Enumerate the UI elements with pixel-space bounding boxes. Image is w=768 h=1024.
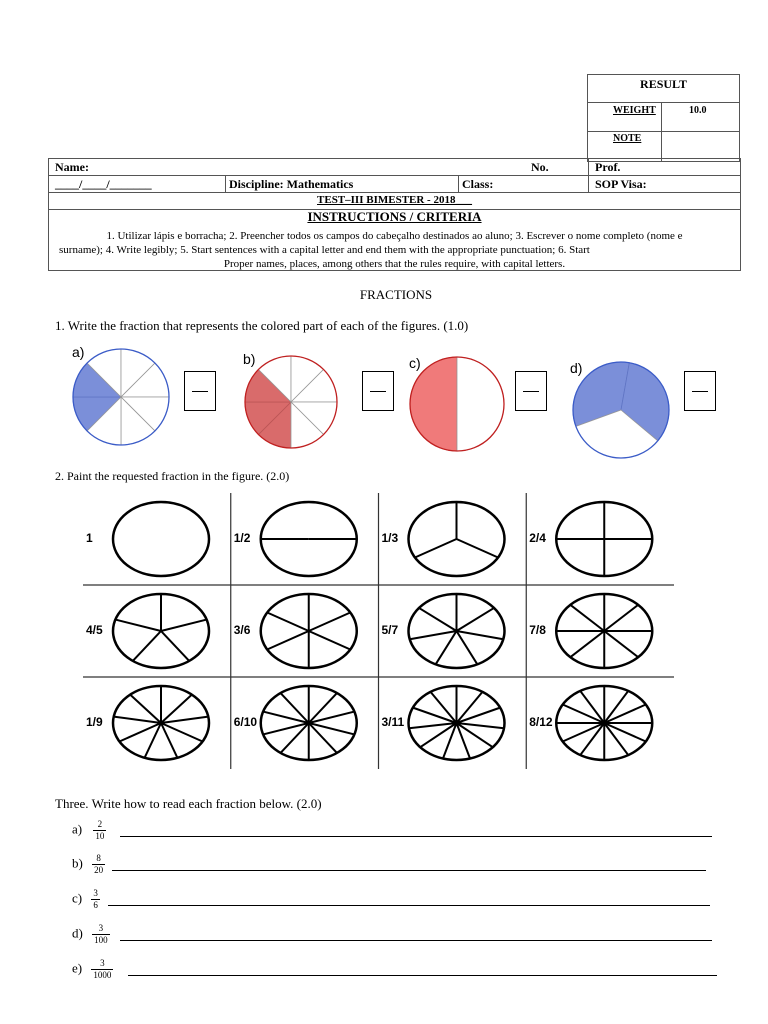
- paint-ellipse: [556, 502, 652, 576]
- section-title: FRACTIONS: [359, 287, 433, 302]
- result-box: [587, 74, 740, 162]
- divider: [588, 131, 739, 132]
- division-line: [309, 723, 355, 734]
- fraction-label: 6/10: [233, 715, 258, 729]
- pie-slice: [410, 357, 457, 451]
- division-line: [457, 631, 504, 639]
- division-line: [161, 631, 189, 661]
- pie-slice: [457, 357, 504, 451]
- paint-grid-svg: [83, 493, 674, 769]
- instructions-title: INSTRUCTIONS / CRITERIA: [307, 209, 482, 224]
- instructions-line-3: Proper names, places, among others that the rules require, with capital letters.: [223, 258, 566, 270]
- item-label: b): [72, 855, 83, 871]
- figure-c-label: c): [409, 355, 421, 371]
- instructions-line-2: surname); 4. Write legibly; 5. Start sentences with a capital letter and end them with the appropriate punctuation; 6. Start: [59, 244, 590, 256]
- fraction-label: 4/5: [86, 623, 103, 637]
- division-line: [570, 631, 604, 657]
- paint-ellipse: [113, 502, 209, 576]
- answer-box-d[interactable]: [684, 371, 716, 411]
- division-line: [419, 608, 457, 631]
- question-3-text: Three. Write how to read each fraction below. (2.0): [55, 796, 322, 811]
- division-line: [119, 723, 161, 742]
- paint-ellipse: [113, 686, 209, 760]
- division-line: [570, 605, 604, 631]
- weight-value: 10.0: [689, 105, 707, 116]
- division-line: [267, 631, 309, 650]
- fraction: $\frac{3}{6}$: [93, 888, 98, 910]
- division-line: [410, 631, 457, 639]
- item-label: c): [72, 890, 83, 906]
- fraction: $\frac{8}{20}$: [94, 853, 104, 875]
- ellipse-outline: [113, 502, 209, 576]
- division-line: [263, 712, 309, 723]
- fraction-label: 5/7: [381, 623, 399, 637]
- read-item-b: [72, 853, 105, 876]
- fraction-label: 1/9: [86, 715, 103, 729]
- answer-line-b[interactable]: [112, 870, 706, 871]
- division-line: [161, 620, 207, 631]
- paint-ellipse: [409, 686, 505, 760]
- question-1-text: 1. Write the fraction that represents the colored part of each of the figures. (1.0): [55, 318, 469, 333]
- fraction: $\frac{3}{100}$: [94, 923, 108, 945]
- paint-ellipse: [409, 502, 505, 576]
- q1-figures: [60, 340, 740, 460]
- division-line: [457, 539, 499, 558]
- answer-line-d[interactable]: [120, 940, 712, 941]
- division-line: [436, 631, 457, 664]
- read-item-a: [72, 819, 106, 842]
- test-title: TEST–III BIMESTER - 2018___: [317, 194, 472, 206]
- paint-ellipse: [556, 594, 652, 668]
- division-line: [457, 608, 495, 631]
- name-label: Name:: [55, 160, 89, 174]
- division-line: [604, 631, 638, 657]
- pie-figure-a: [73, 349, 169, 445]
- paint-ellipse: [113, 594, 209, 668]
- fraction-label: 1/2: [233, 531, 251, 545]
- division-line: [263, 723, 309, 734]
- division-line: [309, 613, 351, 632]
- divider: [588, 102, 739, 103]
- result-title: RESULT: [640, 77, 687, 91]
- division-line: [457, 631, 478, 664]
- sop-label: SOP Visa:: [595, 177, 647, 191]
- weight-label: WEIGHT: [613, 105, 656, 116]
- no-label: No.: [531, 160, 549, 174]
- discipline-label: Discipline: Mathematics: [229, 177, 354, 191]
- paint-ellipse: [261, 686, 357, 760]
- paint-ellipse: [261, 502, 357, 576]
- paint-ellipse: [409, 594, 505, 668]
- figure-d-label: d): [570, 360, 583, 376]
- answer-box-b[interactable]: [362, 371, 394, 411]
- paint-ellipse: [556, 686, 652, 760]
- date-label: ____/____/_______: [55, 177, 152, 191]
- figure-a-label: a): [72, 344, 85, 360]
- pie-figure-d: [573, 362, 669, 458]
- question-2-text: 2. Paint the requested fraction in the figure. (2.0): [55, 469, 290, 483]
- division-line: [604, 605, 638, 631]
- fraction-label: 1: [86, 531, 93, 545]
- paint-ellipse: [261, 594, 357, 668]
- fraction-label: 2/4: [529, 531, 546, 545]
- note-field[interactable]: [666, 135, 734, 157]
- answer-box-a[interactable]: [184, 371, 216, 411]
- pie-figure-c: [410, 357, 504, 451]
- item-label: a): [72, 821, 83, 837]
- divider: [661, 102, 662, 161]
- division-line: [267, 613, 309, 632]
- answer-line-a[interactable]: [120, 836, 712, 837]
- division-line: [133, 631, 161, 661]
- fraction-label: 3/11: [381, 715, 405, 729]
- read-item-c: [72, 888, 100, 911]
- fraction: $\frac{2}{10}$: [95, 819, 105, 841]
- instructions-line-1: 1. Utilizar lápis e borracha; 2. Preencher todos os campos do cabeçalho destinados ao aluno; 3. Escrever o nome completo (nome e: [106, 230, 683, 242]
- fraction-label: 3/6: [233, 623, 251, 637]
- read-item-e: [72, 958, 113, 981]
- figure-b-label: b): [243, 351, 256, 367]
- answer-line-e[interactable]: [128, 975, 717, 976]
- pie-figure-b: [245, 356, 337, 448]
- answer-box-c[interactable]: [515, 371, 547, 411]
- answer-line-c[interactable]: [108, 905, 710, 906]
- fraction: $\frac{3}{1000}$: [93, 958, 112, 980]
- division-line: [309, 631, 351, 650]
- paint-grid: [83, 493, 674, 769]
- fraction-label: 8/12: [529, 715, 553, 729]
- prof-label: Prof.: [595, 160, 621, 174]
- header-table: [48, 158, 741, 271]
- division-line: [115, 620, 161, 631]
- read-item-d: [72, 923, 110, 946]
- item-label: e): [72, 960, 83, 976]
- class-label: Class:: [462, 177, 494, 191]
- item-label: d): [72, 925, 83, 941]
- division-line: [161, 723, 203, 742]
- fraction-label: 7/8: [529, 623, 546, 637]
- note-label: NOTE: [613, 133, 642, 144]
- fraction-label: 1/3: [381, 531, 399, 545]
- division-line: [309, 712, 355, 723]
- division-line: [415, 539, 457, 558]
